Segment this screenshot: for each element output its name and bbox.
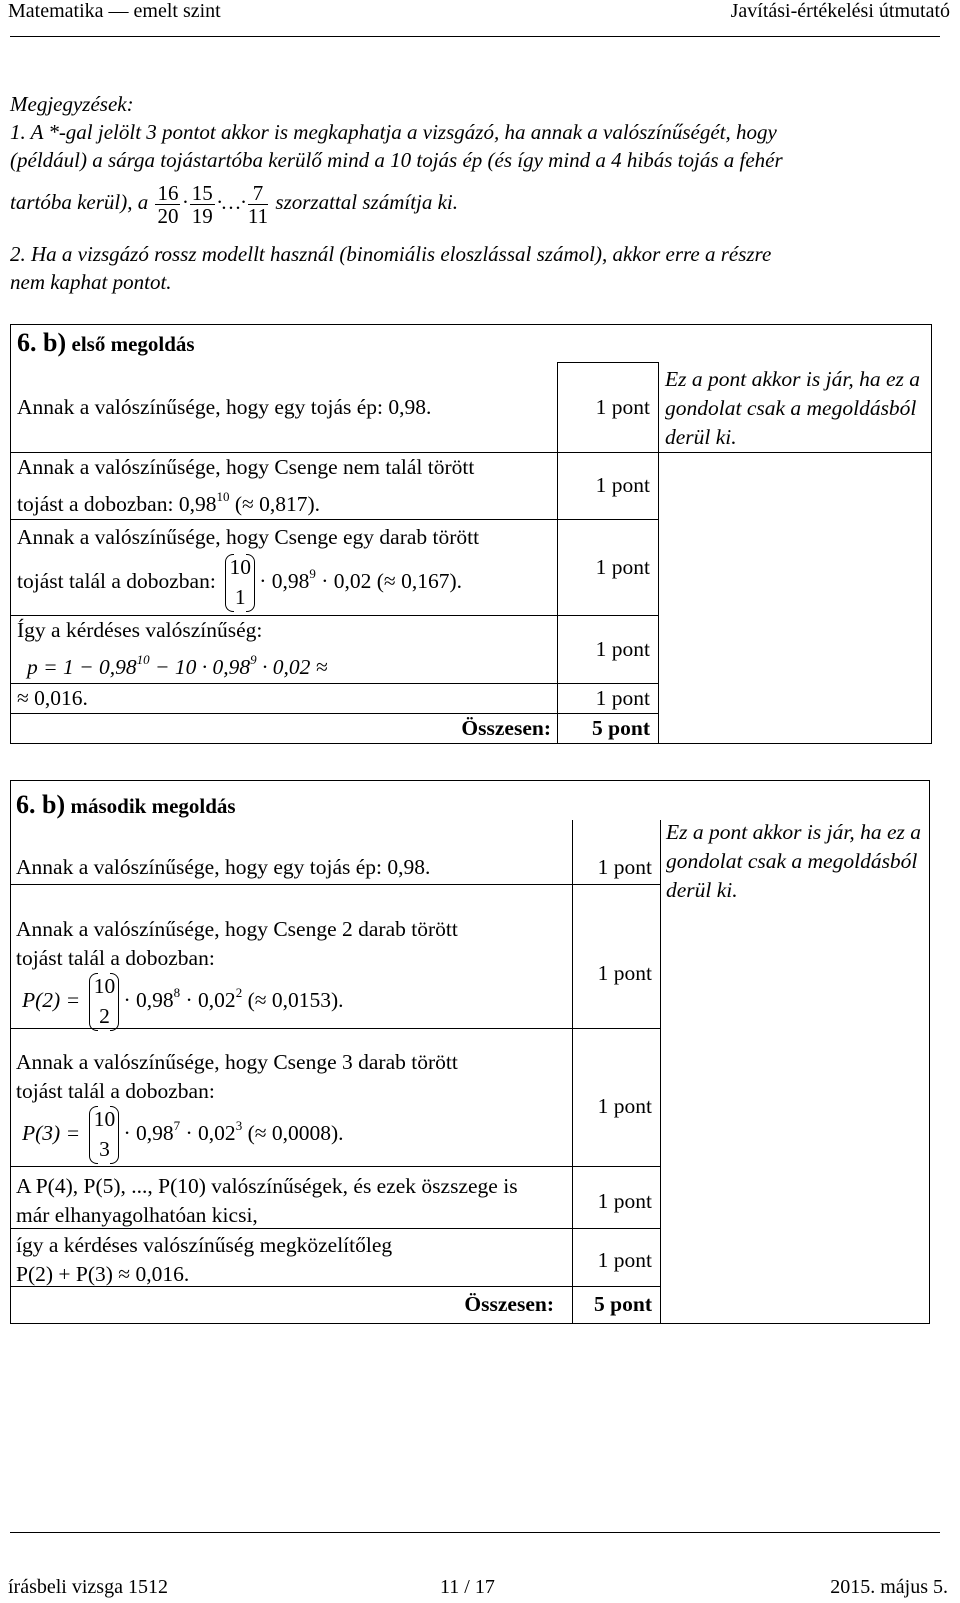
s2-remark: Ez a pont akkor is jár, ha ez a gondolat csak a megoldásból derül ki. [666,820,922,902]
s2-divider-a [572,820,573,1324]
s2-row1: Annak a valószínűsége, hogy egy tojás ép: 0,98. [16,855,431,879]
note2-line2: nem kaphat pontot. [10,270,172,294]
note1-line2: (például) a sárga tojástartóba kerülő mind a 10 tojás ép (és így mind a 4 hibás tojás a fehér [10,148,783,172]
notes-title: Megjegyzések: [10,92,134,116]
note1-line3-pre: tartóba kerül), a [10,190,149,214]
note1-line3-post: szorzattal számítja ki. [275,190,459,214]
s1-row3-points: 1 pont [558,519,659,615]
binomial-10-1: 10 1 [225,554,255,612]
s2-total-points: 5 pont [594,1291,652,1316]
s2-row4-points: 1 pont [597,1188,652,1213]
s2-hline-5 [10,1286,660,1287]
note1-line3: tartóba kerül), a $\frac{16}{20}$ · $\frac{15}{19}$ ·…· $\frac{7}{11}$ szorzattal számítja ki. [10,181,459,228]
s2-row5-points: 1 pont [597,1247,652,1272]
fraction-16-20: $\frac{16}{20}$ [157,181,179,228]
s2-row4: A P(4), P(5), ..., P(10) valószínűségek, és ezek öszszege is már elhanyagolhatóan kicsi, [16,1174,518,1227]
s1-row3: Annak a valószínűsége, hogy Csenge egy darab törött tojást talál a dobozban: 10 1 · $0,98^9 \cdot 0,02$ (≈ 0,167). [11,519,558,615]
s1-remark: Ez a pont akkor is jár, ha ez a gondolat csak a megoldásból derül ki. [659,363,932,453]
s2-hline-4 [10,1228,660,1229]
s2-row2: Annak a valószínűsége, hogy Csenge 2 darab törött tojást talál a dobozban: P(2) = 10 2 · $0,98^8 \cdot 0,02^2$ (≈ 0,0153). [10,905,560,1041]
s2-total-label: Összesen: [464,1291,554,1316]
binomial-10-2: 10 2 [89,973,119,1031]
s2-divider-b [660,820,661,1324]
header-rule [10,36,940,37]
s1-row1: Annak a valószínűsége, hogy egy tojás ép: 0,98. [11,363,558,453]
solution1-heading: 6. b) első megoldás [11,325,932,363]
note2-line1: 2. Ha a vizsgázó rossz modellt használ (binomiális eloszlással számol), akkor erre a részre [10,242,772,266]
s1-total-points: 5 pont [558,713,659,743]
s1-row2: Annak a valószínűsége, hogy Csenge nem talál törött tojást a dobozban: 0,98$^{10}$ (≈ 0,817). [11,452,558,519]
header-left: Matematika — emelt szint [8,0,221,22]
s1-total-label: Összesen: [11,713,558,743]
s1-row5-points: 1 pont [558,683,659,713]
s2-row3-points: 1 pont [597,1093,652,1118]
solution1-table [10,324,932,744]
solution2-table [10,780,932,1319]
footer-rule [10,1532,940,1533]
s2-hline-1 [10,884,660,885]
s1-row2-points: 1 pont [558,452,659,519]
header-right: Javítási-értékelési útmutató [730,0,950,22]
ellipsis: … [221,190,241,214]
s1-row5: ≈ 0,016. [11,683,558,713]
s1-row4-points: 1 pont [558,615,659,683]
fraction-7-11: $\frac{7}{11}$ [247,181,269,228]
footer-right: 2015. május 5. [830,1576,948,1598]
footer-left: írásbeli vizsga 1512 [8,1576,168,1598]
s2-row3: Annak a valószínűsége, hogy Csenge 3 darab törött tojást talál a dobozban: P(3) = 10 3 · $0,98^7 \cdot 0,02^3$ (≈ 0,0008). [10,1041,560,1171]
s1-row4: Így a kérdéses valószínűség: $p = 1 - 0,98^{10} - 10 \cdot 0,98^9 \cdot 0,02$ ≈ [11,615,558,683]
solution2-heading: 6. b) második megoldás [16,789,236,819]
s2-hline-2 [10,1028,660,1029]
s2-row2-points: 1 pont [597,960,652,985]
s1-row1-points: 1 pont [558,363,659,453]
s2-row5: így a kérdéses valószínűség megközelítőleg P(2) + P(3) ≈ 0,016. [16,1233,393,1286]
note1-line1: 1. A *-gal jelölt 3 pontot akkor is megkaphatja a vizsgázó, ha annak a valószínűségét, hogy [10,120,777,144]
s2-row1-points: 1 pont [597,855,652,879]
fraction-15-19: $\frac{15}{19}$ [191,181,213,228]
binomial-10-3: 10 3 [89,1106,119,1164]
footer-page: 11 / 17 [440,1576,495,1598]
s2-hline-3 [10,1166,660,1167]
